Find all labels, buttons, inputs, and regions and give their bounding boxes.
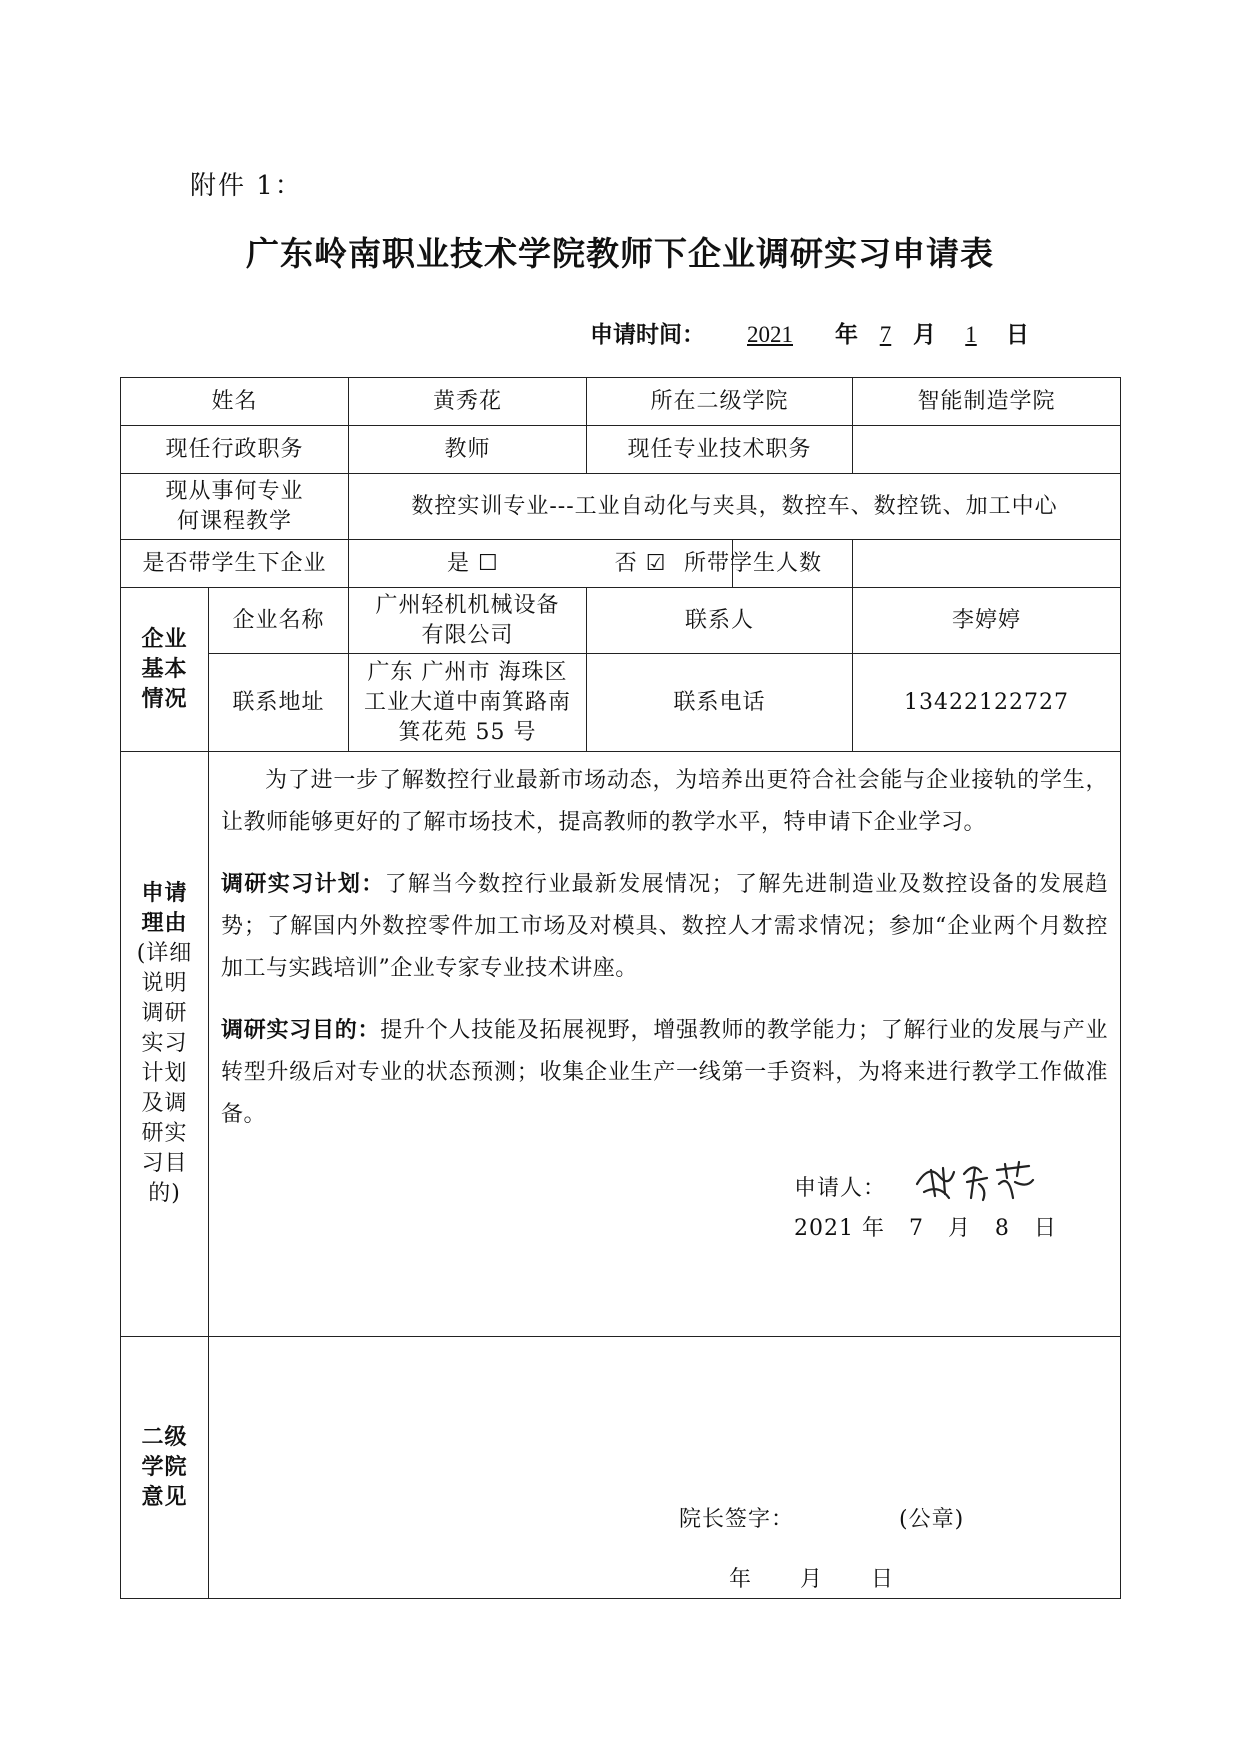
yes-checkbox[interactable]: ☐	[478, 550, 499, 576]
student-count-value[interactable]	[853, 540, 1121, 588]
company-name-value[interactable]: 广州轻机机械设备 有限公司	[349, 588, 587, 654]
row-company-name	[121, 588, 1121, 654]
tech-position-value[interactable]	[853, 426, 1121, 474]
dean-signature-label: 院长签字：	[679, 1507, 795, 1532]
company-section-label: 企业 基本 情况	[121, 588, 209, 752]
date-day: 1	[965, 322, 977, 347]
college-value[interactable]: 智能制造学院	[853, 378, 1121, 426]
phone-value[interactable]: 13422122727	[853, 654, 1121, 752]
name-value[interactable]: 黄秀花	[349, 378, 587, 426]
application-date	[590, 316, 1029, 349]
college-label: 所在二级学院	[587, 378, 853, 426]
date-year: 2021	[747, 322, 793, 347]
date-month-unit: 月	[913, 322, 936, 348]
applicant-sign-block	[794, 1176, 1057, 1297]
tech-position-label: 现任专业技术职务	[587, 426, 853, 474]
plan-paragraph	[221, 864, 1108, 990]
yes-label: 是	[447, 550, 471, 576]
major-label-line-2: 何课程教学	[177, 508, 293, 534]
opinion-date: 年 月 日	[729, 1567, 894, 1592]
phone-label: 联系电话	[587, 654, 853, 752]
plan-heading: 调研实习计划：	[221, 872, 385, 897]
contact-label: 联系人	[587, 588, 853, 654]
no-checkbox[interactable]: ☑	[645, 550, 667, 576]
date-month: 7	[879, 322, 892, 347]
major-value[interactable]: 数控实训专业---工业自动化与夹具，数控车、数控铣、加工中心	[349, 474, 1121, 540]
goal-paragraph	[221, 1010, 1108, 1136]
admin-position-label: 现任行政职务	[121, 426, 349, 474]
reason-content[interactable]	[209, 752, 1121, 1337]
company-name-label: 企业名称	[209, 588, 349, 654]
address-value[interactable]: 广东 广州市 海珠区 工业大道中南箕路南 箕花苑 55 号	[349, 654, 587, 752]
row-students	[121, 540, 1121, 588]
date-label: 申请时间：	[590, 322, 705, 348]
row-company-address	[121, 654, 1121, 752]
major-label	[121, 474, 349, 540]
contact-value[interactable]: 李婷婷	[853, 588, 1121, 654]
goal-text: 提升个人技能及拓展视野，增强教师的教学能力；了解行业的发展与产业转型升级后对专业的状态预测；收集企业生产一线第一手资料，为将来进行教学工作做准备。	[221, 1018, 1109, 1127]
reason-paragraph: 为了进一步了解数控行业最新市场动态，为培养出更符合社会能与企业接轨的学生，让教师能够更好的了解市场技术，提高教师的教学水平，特申请下企业学习。	[221, 768, 1109, 835]
major-label-line-1: 现从事何专业	[165, 478, 304, 504]
row-name	[121, 378, 1121, 426]
application-form	[120, 377, 1121, 1599]
opinion-content[interactable]	[209, 1337, 1121, 1599]
applicant-sign-date: 2021 年 7 月 8 日	[794, 1216, 1057, 1241]
applicant-label: 申请人：	[794, 1176, 887, 1201]
reason-section-label: 申请 理由 (详细 说明 调研 实习 计划 及调 研实 习目 的)	[121, 752, 209, 1337]
goal-heading: 调研实习目的：	[221, 1018, 381, 1043]
row-position	[121, 426, 1121, 474]
no-label: 否	[614, 550, 638, 576]
student-count-label: 所带学生人数	[733, 540, 853, 588]
name-label: 姓名	[121, 378, 349, 426]
date-year-unit: 年	[835, 322, 858, 348]
page-title: 广东岭南职业技术学院教师下企业调研实习申请表	[246, 234, 994, 273]
row-major	[121, 474, 1121, 540]
row-opinion	[121, 1337, 1121, 1599]
plan-text: 了解当今数控行业最新发展情况；了解先进制造业及数控设备的发展趋势；了解国内外数控零件加工市场及对模具、数控人才需求情况；参加“企业两个月数控加工与实践培训”企业专家专业技术讲座。	[221, 872, 1109, 981]
row-reason	[121, 752, 1121, 1337]
attachment-label: 附件 1：	[190, 171, 303, 201]
seal-label: (公章)	[899, 1507, 965, 1532]
admin-position-value[interactable]: 教师	[349, 426, 587, 474]
address-label: 联系地址	[209, 654, 349, 752]
opinion-section-label: 二级 学院 意见	[121, 1337, 209, 1599]
date-day-unit: 日	[1006, 322, 1029, 348]
students-label: 是否带学生下企业	[121, 540, 349, 588]
